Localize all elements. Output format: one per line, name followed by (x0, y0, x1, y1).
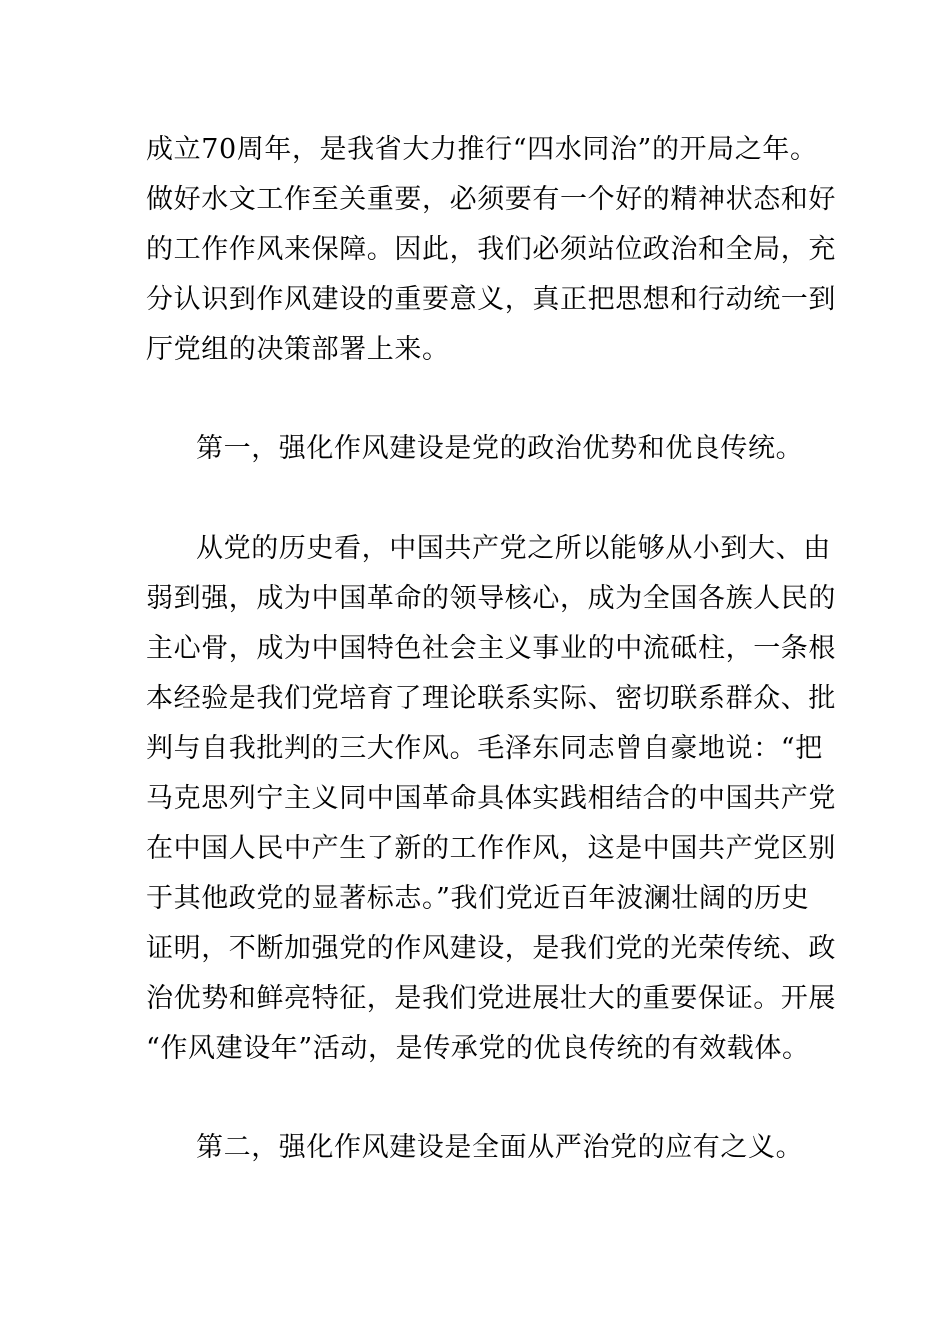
paragraph-2-line-2: 弱到强，成为中国革命的领导核心，成为全国各族人民的 (146, 583, 836, 614)
section-heading-2: 第二，强化作风建设是全面从严治党的应有之义。 (196, 1132, 804, 1163)
paragraph-1-line-3: 的工作作风来保障。因此，我们必须站位政治和全局，充 (146, 234, 836, 265)
paragraph-2-line-5: 判与自我批判的三大作风。毛泽东同志曾自豪地说：“把 (146, 733, 823, 764)
paragraph-2-line-10: 治优势和鲜亮特征，是我们党进展壮大的重要保证。开展 (146, 983, 836, 1014)
paragraph-2-line-11: “作风建设年”活动，是传承党的优良传统的有效载体。 (146, 1033, 810, 1064)
paragraph-1-line-5: 厅党组的决策部署上来。 (146, 334, 450, 365)
paragraph-2-line-9: 证明，不断加强党的作风建设，是我们党的光荣传统、政 (146, 933, 836, 964)
paragraph-2-line-1: 从党的历史看，中国共产党之所以能够从小到大、由 (196, 533, 831, 564)
paragraph-2-line-6: 马克思列宁主义同中国革命具体实践相结合的中国共产党 (146, 783, 836, 814)
paragraph-2-line-3: 主心骨，成为中国特色社会主义事业的中流砥柱，一条根 (146, 633, 836, 664)
paragraph-2-line-4: 本经验是我们党培育了理论联系实际、密切联系群众、批 (146, 683, 836, 714)
paragraph-1-line-2: 做好水文工作至关重要，必须要有一个好的精神状态和好 (146, 184, 836, 215)
section-heading-1: 第一，强化作风建设是党的政治优势和优良传统。 (196, 433, 804, 464)
paragraph-2-line-7: 在中国人民中产生了新的工作作风，这是中国共产党区别 (146, 833, 836, 864)
paragraph-2-line-8: 于其他政党的显著标志。”我们党近百年波澜壮阔的历史 (146, 883, 810, 914)
paragraph-1-line-1: 成立70周年，是我省大力推行“四水同治”的开局之年。 (146, 134, 818, 165)
paragraph-1-line-4: 分认识到作风建设的重要意义，真正把思想和行动统一到 (146, 284, 836, 315)
